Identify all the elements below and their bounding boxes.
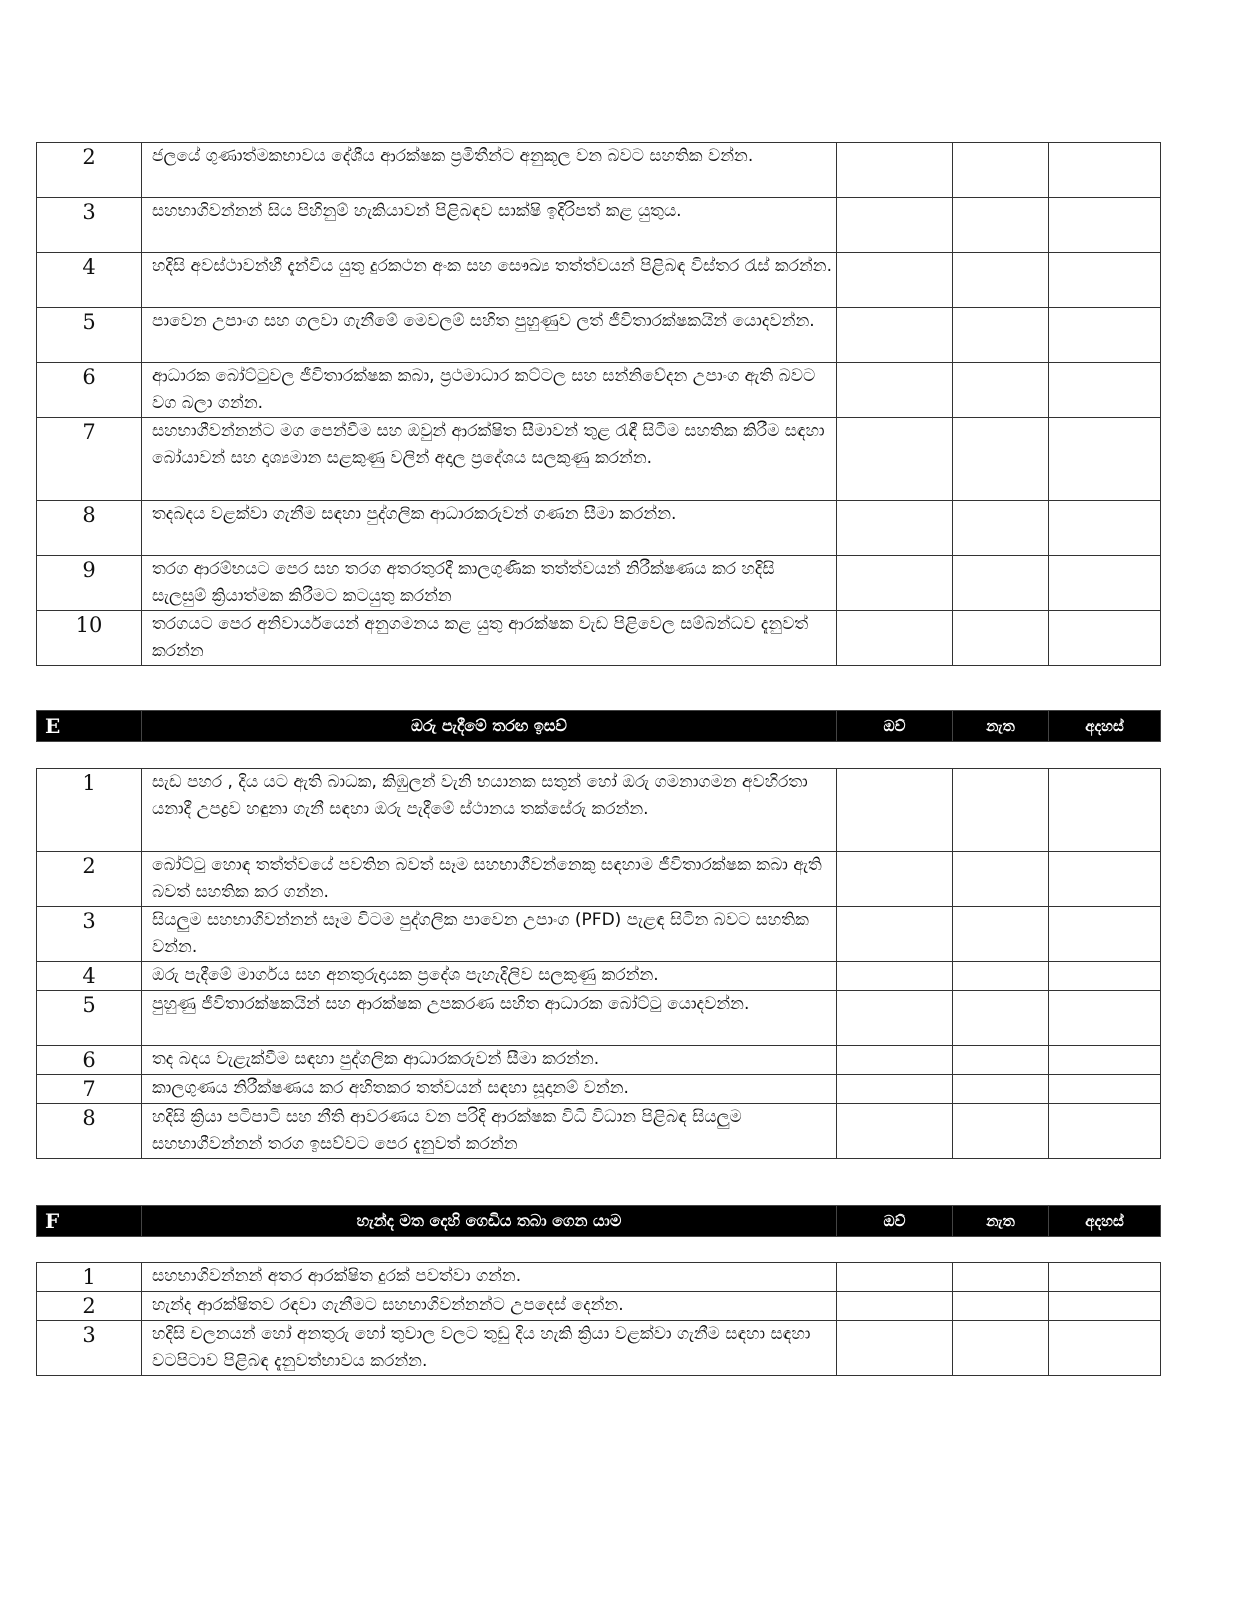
comment-cell[interactable]	[1049, 1104, 1161, 1159]
section-e-table	[36, 768, 1161, 1159]
row-text: ආධාරක බෝට්ටුවල ජීවිතාරක්ෂක කබා, ප්‍රථමාධාර කට්ටල සහ සන්නිවේදන උපාංග ඇති බවට වග බලා ගන්න.	[142, 363, 837, 418]
no-cell[interactable]	[953, 143, 1049, 198]
comment-cell[interactable]	[1049, 253, 1161, 308]
row-text: තරග ආරම්භයට පෙර සහ තරග අතරතුරදී කාලගුණික තත්ත්වයන් නිරීක්ෂණය කර හදිසි සැලසුම් ක්‍රියාත්මක කිරීමට කටයුතු කරන්න	[142, 556, 837, 611]
row-text: ඔරු පැදීමේ මාර්ගය සහ අනතුරුදායක ප්‍රදේශ පැහැදිලිව සලකුණු කරන්න.	[142, 962, 837, 991]
section-header-row	[37, 1206, 1161, 1237]
no-cell[interactable]	[953, 418, 1049, 501]
comment-cell[interactable]	[1049, 1263, 1161, 1292]
no-cell[interactable]	[953, 1292, 1049, 1321]
row-number: 2	[37, 143, 142, 198]
row-number: 1	[37, 1263, 142, 1292]
yes-cell[interactable]	[837, 1292, 953, 1321]
table-row	[37, 852, 1161, 907]
table-row	[37, 1104, 1161, 1159]
table-row	[37, 418, 1161, 501]
no-cell[interactable]	[953, 363, 1049, 418]
comment-cell[interactable]	[1049, 769, 1161, 852]
no-cell[interactable]	[953, 198, 1049, 253]
table-row	[37, 363, 1161, 418]
yes-cell[interactable]	[837, 363, 953, 418]
comment-cell[interactable]	[1049, 501, 1161, 556]
yes-cell[interactable]	[837, 308, 953, 363]
yes-cell[interactable]	[837, 198, 953, 253]
comment-cell[interactable]	[1049, 962, 1161, 991]
no-cell[interactable]	[953, 308, 1049, 363]
no-cell[interactable]	[953, 769, 1049, 852]
section-letter: E	[37, 711, 142, 742]
row-number: 2	[37, 1292, 142, 1321]
row-text: තදබදය වළක්වා ගැනීම සඳහා පුද්ගලික ආධාරකරුවන් ගණන සීමා කරන්න.	[142, 501, 837, 556]
no-cell[interactable]	[953, 1321, 1049, 1376]
row-text: හැන්ද ආරක්ෂිතව රඳවා ගැනීමට සහභාගිවන්නන්ට උපදෙස් දෙන්න.	[142, 1292, 837, 1321]
comment-column-header: අදහස්	[1049, 711, 1161, 742]
row-number: 5	[37, 991, 142, 1046]
section-title: ඔරු පැදීමේ තරඟ ඉසව්	[142, 711, 837, 742]
yes-cell[interactable]	[837, 1046, 953, 1075]
table-row	[37, 253, 1161, 308]
table-row	[37, 1075, 1161, 1104]
row-text: හදිසි අවස්ථාවන්හී දැන්විය යුතු දුරකථන අංක සහ සෞඛ්‍ය තත්ත්වයන් පිළිබඳ විස්තර රැස් කරන්න.	[142, 253, 837, 308]
row-number: 1	[37, 769, 142, 852]
comment-cell[interactable]	[1049, 308, 1161, 363]
comment-cell[interactable]	[1049, 1321, 1161, 1376]
comment-cell[interactable]	[1049, 611, 1161, 666]
table-row	[37, 143, 1161, 198]
section-header-row	[37, 711, 1161, 742]
table-row	[37, 556, 1161, 611]
row-number: 6	[37, 363, 142, 418]
section-e-header	[36, 710, 1161, 742]
row-number: 3	[37, 198, 142, 253]
row-text: සහභාගිවන්නන් අතර ආරක්ෂිත දුරක් පවත්වා ගන්න.	[142, 1263, 837, 1292]
no-cell[interactable]	[953, 1263, 1049, 1292]
no-cell[interactable]	[953, 611, 1049, 666]
yes-cell[interactable]	[837, 1104, 953, 1159]
yes-cell[interactable]	[837, 907, 953, 962]
comment-cell[interactable]	[1049, 991, 1161, 1046]
no-cell[interactable]	[953, 1046, 1049, 1075]
no-cell[interactable]	[953, 852, 1049, 907]
section-f-header	[36, 1205, 1161, 1237]
row-number: 8	[37, 501, 142, 556]
no-cell[interactable]	[953, 253, 1049, 308]
row-text: සහභාගිවන්නන් සිය පිහිනුම් හැකියාවන් පිළිබඳව සාක්ෂි ඉදිරිපත් කළ යුතුය.	[142, 198, 837, 253]
row-text: තරගයට පෙර අනිවාර්යයෙන් අනුගමනය කළ යුතු ආරක්ෂක වැඩ පිළිවෙල සම්බන්ධව දැනුවත් කරන්න	[142, 611, 837, 666]
yes-cell[interactable]	[837, 418, 953, 501]
comment-cell[interactable]	[1049, 852, 1161, 907]
row-number: 6	[37, 1046, 142, 1075]
row-text: පුහුණු ජීවිතාරක්ෂකයින් සහ ආරක්ෂක උපකරණ සහිත ආධාරක බෝට්ටු යොදවන්න.	[142, 991, 837, 1046]
row-number: 8	[37, 1104, 142, 1159]
row-text: සැඩ පහර , දිය යට ඇති බාධක, කිඹුලන් වැනි භයානක සතුන් හෝ ඔරු ගමනාගමන අවහිරතා යනාදී උපද්‍රව හඳුනා ගැනී සඳහා ඔරු පැදීමේ ස්ථානය තක්සේරු කරන්න.	[142, 769, 837, 852]
comment-column-header: අදහස්	[1049, 1206, 1161, 1237]
table-row	[37, 1321, 1161, 1376]
section-title: හැන්ද මත දෙහි ගෙඩිය තබා ගෙන යාම	[142, 1206, 837, 1237]
table-row	[37, 769, 1161, 852]
comment-cell[interactable]	[1049, 363, 1161, 418]
yes-cell[interactable]	[837, 769, 953, 852]
row-number: 10	[37, 611, 142, 666]
row-text: කාලගුණය නිරීක්ෂණය කර අහිතකර තත්වයන් සඳහා සූදානම් වන්න.	[142, 1075, 837, 1104]
yes-cell[interactable]	[837, 962, 953, 991]
table-row	[37, 962, 1161, 991]
yes-column-header: ඔව්	[837, 711, 953, 742]
row-number: 5	[37, 308, 142, 363]
no-cell[interactable]	[953, 501, 1049, 556]
no-column-header: නැත	[953, 711, 1049, 742]
row-text: හදිසි චලනයන් හෝ අනතුරු හෝ තුවාල වලට තුඩු දිය හැකි ක්‍රියා වළක්වා ගැනීම සඳහා සඳහා වටපිටාව පිළිබඳ දැනුවත්භාවය කරන්න.	[142, 1321, 837, 1376]
table-row	[37, 611, 1161, 666]
row-number: 4	[37, 253, 142, 308]
yes-cell[interactable]	[837, 501, 953, 556]
table-row	[37, 308, 1161, 363]
yes-cell[interactable]	[837, 143, 953, 198]
no-cell[interactable]	[953, 556, 1049, 611]
comment-cell[interactable]	[1049, 418, 1161, 501]
section-d-table	[36, 142, 1161, 666]
comment-cell[interactable]	[1049, 198, 1161, 253]
yes-cell[interactable]	[837, 1321, 953, 1376]
row-text: බෝට්ටු හොඳ තත්ත්වයේ පවතින බවත් සෑම සහභාගීවන්නෙකු සඳහාම ජීවිතාරක්ෂක කබා ඇති බවත් සහතික කර ගන්න.	[142, 852, 837, 907]
yes-cell[interactable]	[837, 611, 953, 666]
table-row	[37, 1046, 1161, 1075]
table-row	[37, 501, 1161, 556]
table-row	[37, 198, 1161, 253]
yes-cell[interactable]	[837, 1075, 953, 1104]
row-text: සහභාගීවන්නන්ට මග පෙන්වීම සහ ඔවුන් ආරක්ෂිත සීමාවන් තුළ රැඳී සිටීම සහතික කිරීම සඳහා බෝයාවන් සහ දෘශ්‍යමාන සළකුණු වලින් අදාල ප්‍රදේශය සලකුණු කරන්න.	[142, 418, 837, 501]
no-cell[interactable]	[953, 991, 1049, 1046]
no-column-header: නැත	[953, 1206, 1049, 1237]
yes-cell[interactable]	[837, 253, 953, 308]
comment-cell[interactable]	[1049, 556, 1161, 611]
no-cell[interactable]	[953, 962, 1049, 991]
row-number: 3	[37, 907, 142, 962]
comment-cell[interactable]	[1049, 143, 1161, 198]
comment-cell[interactable]	[1049, 1046, 1161, 1075]
row-text: ජලයේ ගුණාත්මකභාවය දේශීය ආරක්ෂක ප්‍රමිතීන්ට අනුකූල වන බවට සහතික වන්න.	[142, 143, 837, 198]
section-letter: F	[37, 1206, 142, 1237]
no-cell[interactable]	[953, 1104, 1049, 1159]
table-row	[37, 1292, 1161, 1321]
no-cell[interactable]	[953, 907, 1049, 962]
yes-column-header: ඔව්	[837, 1206, 953, 1237]
comment-cell[interactable]	[1049, 1292, 1161, 1321]
table-row	[37, 991, 1161, 1046]
no-cell[interactable]	[953, 1075, 1049, 1104]
row-number: 7	[37, 418, 142, 501]
table-row	[37, 907, 1161, 962]
row-text: පාවෙන උපාංග සහ ගලවා ගැනීමේ මෙවලම් සහිත පුහුණුව ලත් ජීවිතාරක්ෂකයින් යොදවන්න.	[142, 308, 837, 363]
table-row	[37, 1263, 1161, 1292]
section-f-table	[36, 1262, 1161, 1376]
row-number: 4	[37, 962, 142, 991]
row-number: 2	[37, 852, 142, 907]
row-number: 9	[37, 556, 142, 611]
comment-cell[interactable]	[1049, 907, 1161, 962]
row-text: සියලුම සහභාගිවන්නන් සෑම විටම පුද්ගලික පාවෙන උපාංග (PFD) පැළඳ සිටින බවට සහතික වන්න.	[142, 907, 837, 962]
yes-cell[interactable]	[837, 852, 953, 907]
row-number: 3	[37, 1321, 142, 1376]
yes-cell[interactable]	[837, 556, 953, 611]
yes-cell[interactable]	[837, 991, 953, 1046]
row-number: 7	[37, 1075, 142, 1104]
row-text: තද බදය වැළැක්වීම සඳහා පුද්ගලික ආධාරකරුවන් සීමා කරන්න.	[142, 1046, 837, 1075]
yes-cell[interactable]	[837, 1263, 953, 1292]
comment-cell[interactable]	[1049, 1075, 1161, 1104]
row-text: හදිසි ක්‍රියා පටිපාටි සහ නීති ආවරණය වන පරිදි ආරක්ෂක විධි විධාන පිළිබඳ සියලුම සහභාගීවන්නන් තරග ඉසව්වට පෙර දැනුවත් කරන්න	[142, 1104, 837, 1159]
